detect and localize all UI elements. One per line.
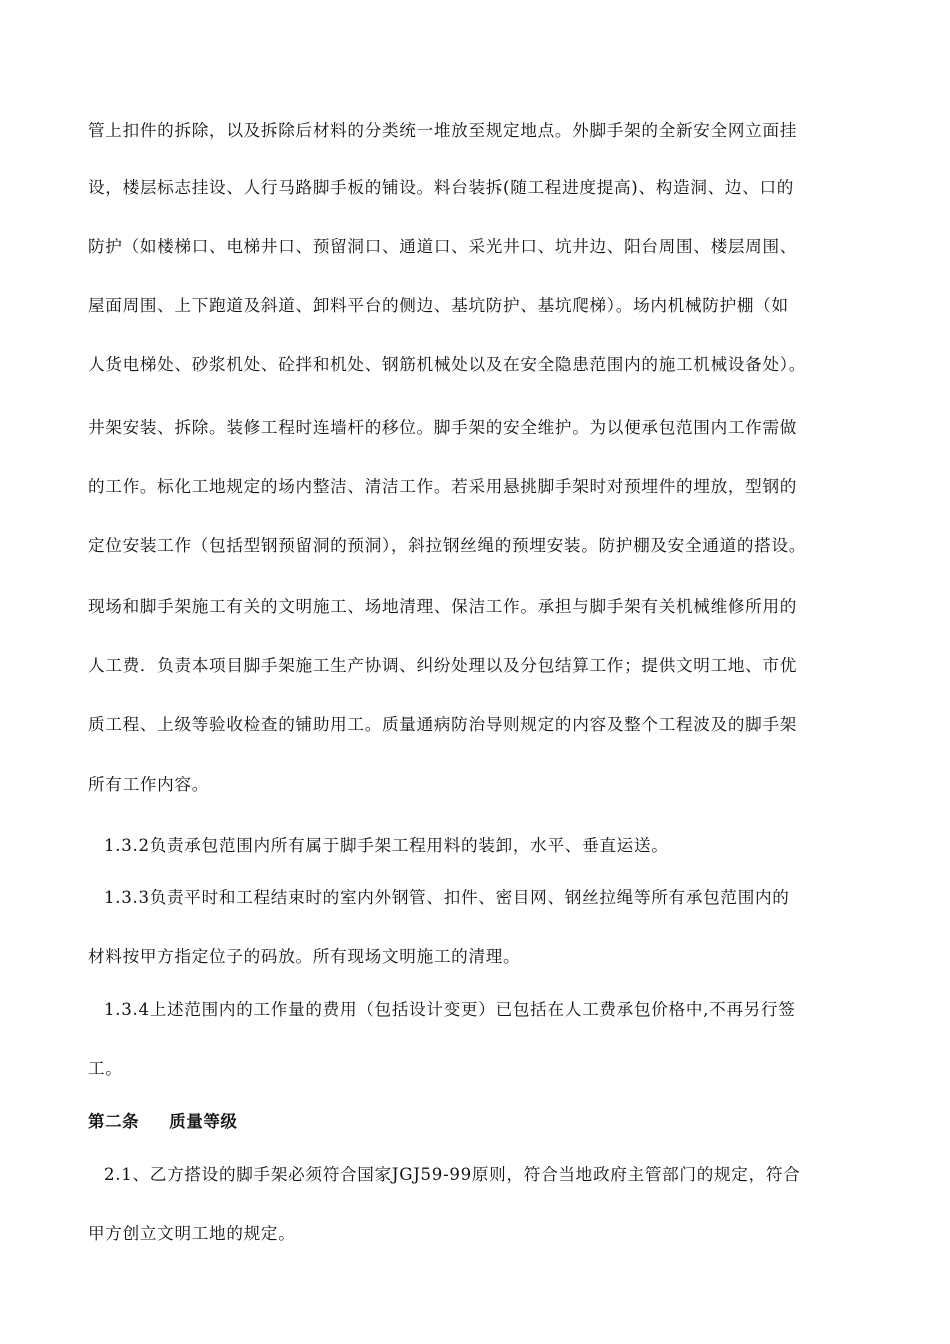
paragraph-line: 人货电梯处、砂浆机处、砼拌和机处、钢筋机械处以及在安全隐患范围内的施工机械设备处）。	[88, 355, 807, 374]
paragraph-line: 管上扣件的拆除，以及拆除后材料的分类统一堆放至规定地点。外脚手架的全新安全网立面挂	[88, 121, 798, 140]
paragraph-line: 井架安装、拆除。装修工程时连墙杆的移位。脚手架的安全维护。为以便承包范围内工作需做	[88, 418, 798, 437]
paragraph-line: 人工费．负责本项目脚手架施工生产协调、纠纷处理以及分包结算工作；提供文明工地、市优	[88, 656, 798, 675]
clause-1-3-4-line: 1.3.4上述范围内的工作量的费用（包括设计变更）已包括在人工费承包价格中,不再另行签	[104, 1000, 796, 1019]
paragraph-line: 的工作。标化工地规定的场内整洁、清洁工作。若采用悬挑脚手架时对预埋件的埋放，型钢的	[88, 477, 798, 496]
section-title: 质量等级	[169, 1112, 238, 1131]
paragraph-line: 防护（如楼梯口、电梯井口、预留洞口、通道口、采光井口、坑井边、阳台周围、楼层周围、	[88, 237, 798, 256]
section-number: 第二条	[88, 1112, 140, 1131]
clause-1-3-3-line: 1.3.3负责平时和工程结束时的室内外钢管、扣件、密目网、钢丝拉绳等所有承包范围内的	[104, 888, 790, 907]
clause-2-1-line: 甲方创立文明工地的规定。	[88, 1224, 296, 1243]
paragraph-line: 定位安装工作（包括型钢预留洞的预洞），斜拉钢丝绳的预埋安装。防护棚及安全通道的搭设。	[88, 536, 807, 555]
paragraph-line: 设，楼层标志挂设、人行马路脚手板的铺设。料台装拆(随工程进度提高)、构造洞、边、口的	[88, 178, 795, 197]
clause-1-3-4-line: 工。	[88, 1059, 123, 1078]
clause-2-1-line: 2.1、乙方搭设的脚手架必须符合国家JGJ59-99原则，符合当地政府主管部门的规定，符合	[104, 1165, 801, 1184]
clause-1-3-3-line: 材料按甲方指定位子的码放。所有现场文明施工的清理。	[88, 947, 521, 966]
paragraph-line: 现场和脚手架施工有关的文明施工、场地清理、保洁工作。承担与脚手架有关机械维修所用的	[88, 597, 798, 616]
paragraph-line: 所有工作内容。	[88, 775, 210, 794]
clause-1-3-2: 1.3.2负责承包范围内所有属于脚手架工程用料的装卸，水平、垂直运送。	[104, 836, 669, 855]
paragraph-line: 质工程、上级等验收检查的铺助用工。质量通病防治导则规定的内容及整个工程波及的脚手架	[88, 715, 798, 734]
section-heading	[88, 1108, 238, 1132]
paragraph-line: 屋面周围、上下跑道及斜道、卸料平台的侧边、基坑防护、基坑爬梯）。场内机械防护棚（如	[88, 296, 789, 315]
